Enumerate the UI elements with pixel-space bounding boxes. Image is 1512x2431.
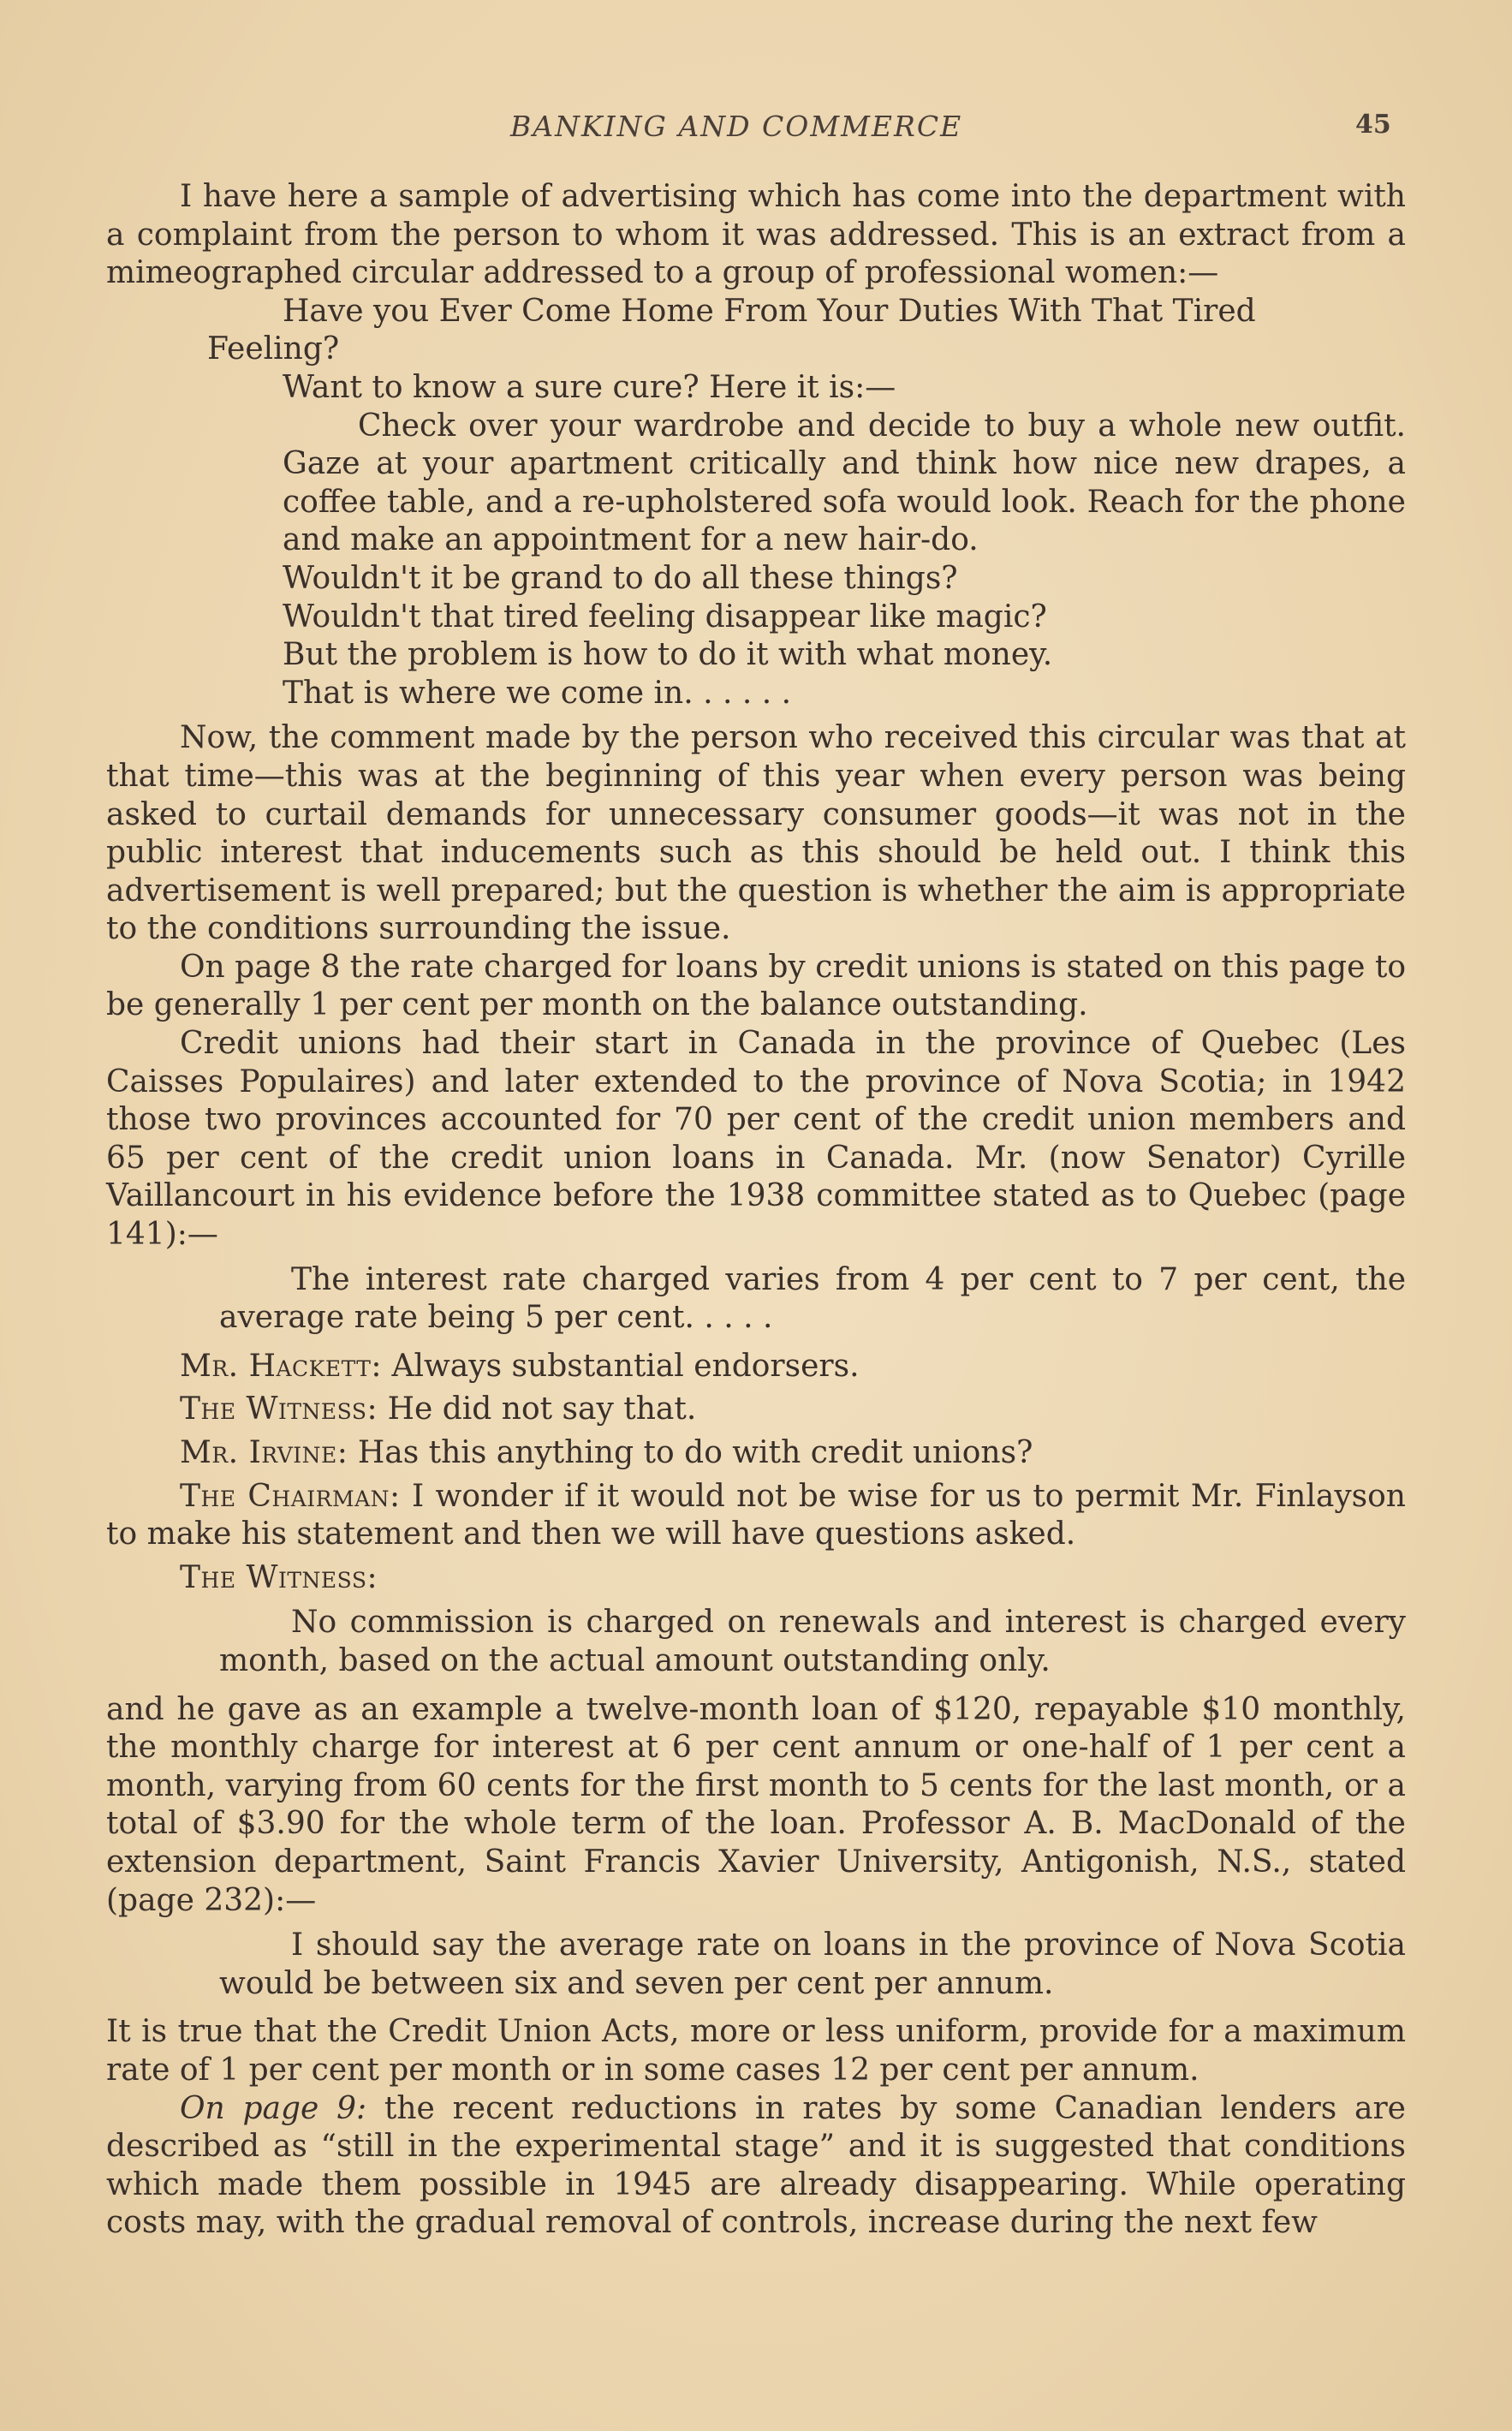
running-title: BANKING AND COMMERCE xyxy=(510,110,963,143)
exchange-line xyxy=(106,1559,1406,1598)
exchange-line xyxy=(106,1434,1406,1473)
circular-quote xyxy=(106,293,1406,713)
circular-line: Feeling? xyxy=(207,331,340,367)
paragraph-page-9 xyxy=(106,2090,1406,2243)
exchange-line xyxy=(106,1478,1406,1554)
paragraph-credit-union-acts: It is true that the Credit Union Acts, more or less uniform, provide for a maximum rate of 1 per cent per month or in some cases 12 per cent per annum. xyxy=(106,2014,1406,2088)
speech-text: Always substantial endorsers. xyxy=(391,1348,860,1384)
speaker-name: The Chairman: xyxy=(180,1478,401,1514)
page-reference: On page 9: xyxy=(180,2090,367,2126)
exchange-line xyxy=(106,1348,1406,1386)
circular-line: Wouldn't it be grand to do all these things? xyxy=(283,560,958,596)
circular-line: Have you Ever Come Home From Your Duties With That Tired xyxy=(283,293,1256,329)
speaker-name: Mr. Irvine: xyxy=(180,1435,348,1470)
circular-line: That is where we come in. . . . . . xyxy=(283,675,792,711)
speaker-name: The Witness: xyxy=(180,1391,378,1427)
paragraph-loan-example: and he gave as an example a twelve-month loan of $120, repayable $10 monthly, the monthly charge for interest at 6 per cent annum or one-half of 1 per cent a month, varying from 60 cents for the first month to 5 cents for the last month, or a total of $3.90 for the whole term of the loan. Professor A. B. MacDonald of the extension department, Saint Francis Xavier University, Antigonish, N.S., stated (page 232):— xyxy=(106,1691,1406,1918)
paragraph-page-9-text: the recent reductions in rates by some Canadian lenders are described as “still in the experimental stage” and it is suggested that conditions which made them possible in 1945 are already disappearing. While operating costs may, with the gradual removal of controls, increase during the next few xyxy=(106,2090,1406,2241)
page-number: 45 xyxy=(1355,110,1391,140)
paragraph-rate-charged: On page 8 the rate charged for loans by credit unions is stated on this page to be generally 1 per cent per month on the balance outstanding. xyxy=(106,949,1406,1023)
paragraph-comment: Now, the comment made by the person who received this circular was that at that time—this was at the beginning of this year when every person was being asked to curtail demands for unnecessary consumer goods—it was not in the public interest that inducements such as this should be held out. I think this advertisement is well prepared; but the question is whether the aim is appropriate to the conditions surrounding the issue. xyxy=(106,720,1406,947)
exchange-line xyxy=(106,1391,1406,1429)
paragraph-advertising-sample: I have here a sample of advertising which has come into the department with a complaint from the person to whom it was addressed. This is an extract from a mimeographed circular addressed to a group of professional women:— xyxy=(106,179,1406,291)
running-header xyxy=(0,110,1512,151)
circular-line: Wouldn't that tired feeling disappear like magic? xyxy=(283,599,1047,635)
exchange xyxy=(106,1348,1406,1598)
quote-no-commission: No commission is charged on renewals and interest is charged every month, based on the actual amount outstanding only. xyxy=(219,1605,1406,1678)
speech-text: He did not say that. xyxy=(387,1391,697,1427)
speech-text: I wonder if it would not be wise for us to permit Mr. Finlayson to make his statement and then we will have questions asked. xyxy=(106,1478,1406,1552)
circular-line: Want to know a sure cure? Here it is:— xyxy=(283,369,896,405)
paragraph-credit-unions-history: Credit unions had their start in Canada in the province of Quebec (Les Caisses Populaires) and later extended to the province of Nova Scotia; in 1942 those two provinces accounted for 70 per cent of the credit union members and 65 per cent of the credit union loans in Canada. Mr. (now Senator) Cyrille Vaillancourt in his evidence before the 1938 committee stated as to Quebec (page 141):— xyxy=(106,1026,1406,1253)
speech-text: Has this anything to do with credit unions? xyxy=(357,1435,1033,1470)
speaker-name: Mr. Hackett: xyxy=(180,1348,383,1384)
circular-paragraph: Check over your wardrobe and decide to buy a whole new outfit. Gaze at your apartment critically and think how nice new drapes, a coffee table, and a re-upholstered sofa would look. Reach for the phone and make an appointment for a new hair-do. xyxy=(283,408,1406,558)
quote-nova-scotia-rate: I should say the average rate on loans in the province of Nova Scotia would be between six and seven per cent per annum. xyxy=(219,1928,1406,2001)
speaker-name: The Witness: xyxy=(180,1559,378,1595)
body-text xyxy=(106,178,1406,2243)
quote-interest-rate: The interest rate charged varies from 4 per cent to 7 per cent, the average rate being 5 per cent. . . . . xyxy=(219,1261,1406,1336)
circular-line: But the problem is how to do it with what money. xyxy=(283,637,1053,673)
